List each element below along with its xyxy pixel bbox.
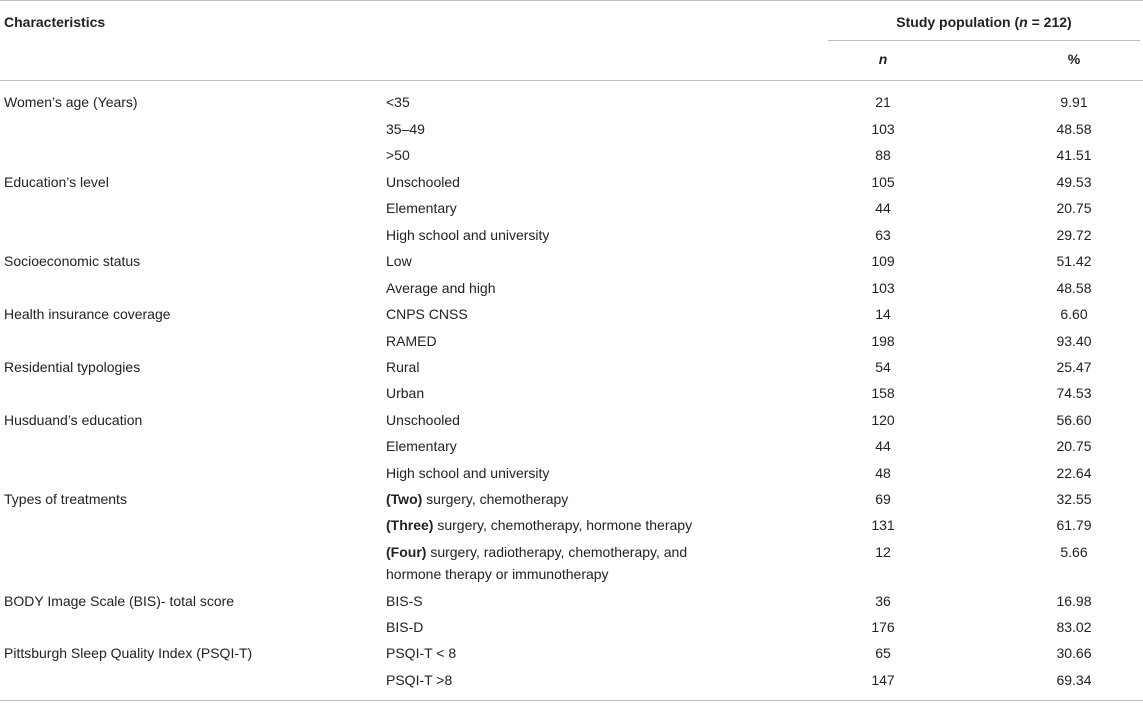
row-category-text: Rural [386, 359, 420, 375]
header-col-pct: % [1067, 51, 1081, 67]
row-n: 48 [875, 465, 891, 481]
row-pct: 30.66 [1056, 645, 1092, 661]
row-category [386, 592, 423, 610]
row-n: 109 [871, 253, 895, 269]
row-category-text: Unschooled [386, 174, 460, 190]
row-category-text: High school and university [386, 227, 550, 243]
header-study-prefix: Study population ( [896, 14, 1020, 30]
row-pct: 16.98 [1056, 593, 1092, 609]
row-category-text: RAMED [386, 333, 437, 349]
row-n: 158 [871, 385, 895, 401]
row-group-label: Health insurance coverage [4, 306, 171, 322]
header-study-population [828, 13, 1140, 31]
row-category [386, 146, 410, 164]
row-category [386, 332, 437, 350]
row-category [386, 173, 460, 191]
row-category [386, 226, 549, 244]
row-n: 36 [875, 593, 891, 609]
header-bottom-rule [0, 80, 1143, 81]
row-pct: 48.58 [1056, 280, 1092, 296]
row-group-label: Types of treatments [4, 491, 127, 507]
row-n: 65 [875, 645, 891, 661]
row-pct: 25.47 [1056, 359, 1092, 375]
row-category [386, 252, 412, 270]
row-n: 44 [875, 438, 891, 454]
row-category [386, 437, 457, 455]
header-study-suffix: = 212) [1027, 14, 1072, 30]
row-category-bold: (Three) [386, 517, 434, 533]
header-study-n: n [1019, 14, 1028, 30]
row-n: 63 [875, 227, 891, 243]
row-category-text: Elementary [386, 438, 457, 454]
row-category-line2: hormone therapy or immunotherapy [386, 566, 609, 582]
row-pct: 20.75 [1056, 438, 1092, 454]
row-category-text: Unschooled [386, 412, 460, 428]
row-pct: 51.42 [1056, 253, 1092, 269]
row-group-label: Husduand’s education [4, 412, 143, 428]
row-category-bold: (Two) [386, 491, 423, 507]
row-group-label: Socioeconomic status [4, 253, 141, 269]
row-category-text: PSQI-T >8 [386, 672, 453, 688]
row-category [386, 120, 425, 138]
row-pct: 69.34 [1056, 672, 1092, 688]
row-n: 103 [871, 121, 895, 137]
row-n: 88 [875, 147, 891, 163]
row-pct: 22.64 [1056, 465, 1092, 481]
row-pct: 93.40 [1056, 333, 1092, 349]
row-category [386, 543, 687, 561]
row-pct: 29.72 [1056, 227, 1092, 243]
row-n: 131 [871, 517, 895, 533]
row-category [386, 305, 468, 323]
row-n: 120 [871, 412, 895, 428]
row-group-label: Women’s age (Years) [4, 94, 138, 110]
row-category-text: Elementary [386, 200, 457, 216]
row-category-text: PSQI-T < 8 [386, 645, 457, 661]
row-category [386, 671, 452, 689]
row-category-text: Average and high [386, 280, 496, 296]
row-category-text: Urban [386, 385, 425, 401]
row-group-label: Residential typologies [4, 359, 141, 375]
row-pct: 5.66 [1060, 544, 1088, 560]
row-category [386, 411, 460, 429]
row-category [386, 464, 549, 482]
row-pct: 41.51 [1056, 147, 1092, 163]
header-col-n [828, 50, 938, 68]
header-characteristics: Characteristics [4, 14, 106, 30]
row-n: 12 [875, 544, 891, 560]
row-category-text: <35 [386, 94, 410, 110]
row-category-text: surgery, chemotherapy, hormone therapy [433, 517, 693, 533]
row-n: 54 [875, 359, 891, 375]
row-category-text: Low [386, 253, 412, 269]
row-pct: 6.60 [1060, 306, 1088, 322]
row-category-text: BIS-D [386, 619, 424, 635]
row-pct: 56.60 [1056, 412, 1092, 428]
row-n: 105 [871, 174, 895, 190]
row-category-text: surgery, chemotherapy [422, 491, 569, 507]
row-category [386, 384, 424, 402]
row-category-text: BIS-S [386, 593, 423, 609]
row-pct: 9.91 [1060, 94, 1088, 110]
header-col-n-text: n [878, 51, 888, 67]
row-pct: 61.79 [1056, 517, 1092, 533]
row-category [386, 93, 410, 111]
row-category [386, 199, 457, 217]
row-pct: 32.55 [1056, 491, 1092, 507]
row-group-label: Pittsburgh Sleep Quality Index (PSQI-T) [4, 645, 253, 661]
row-category [386, 490, 568, 508]
row-category-text: 35–49 [386, 121, 425, 137]
row-pct: 83.02 [1056, 619, 1092, 635]
row-pct: 74.53 [1056, 385, 1092, 401]
row-group-label: BODY Image Scale (BIS)- total score [4, 593, 235, 609]
row-n: 14 [875, 306, 891, 322]
row-category-bold: (Four) [386, 544, 427, 560]
row-category-text: CNPS CNSS [386, 306, 468, 322]
row-category [386, 644, 456, 662]
row-n: 147 [871, 672, 895, 688]
row-category-text: High school and university [386, 465, 550, 481]
row-category [386, 279, 496, 297]
top-rule [0, 0, 1143, 1]
header-subrule [828, 40, 1140, 41]
row-category-text: >50 [386, 147, 410, 163]
row-pct: 48.58 [1056, 121, 1092, 137]
row-n: 21 [875, 94, 891, 110]
row-pct: 49.53 [1056, 174, 1092, 190]
bottom-rule [0, 700, 1143, 701]
row-n: 69 [875, 491, 891, 507]
row-n: 198 [871, 333, 895, 349]
row-group-label: Education’s level [4, 174, 109, 190]
row-category-text: surgery, radiotherapy, chemotherapy, and [426, 544, 688, 560]
row-n: 176 [871, 619, 895, 635]
row-category [386, 516, 692, 534]
row-n: 44 [875, 200, 891, 216]
row-n: 103 [871, 280, 895, 296]
row-pct: 20.75 [1056, 200, 1092, 216]
row-category [386, 358, 419, 376]
row-category [386, 618, 423, 636]
